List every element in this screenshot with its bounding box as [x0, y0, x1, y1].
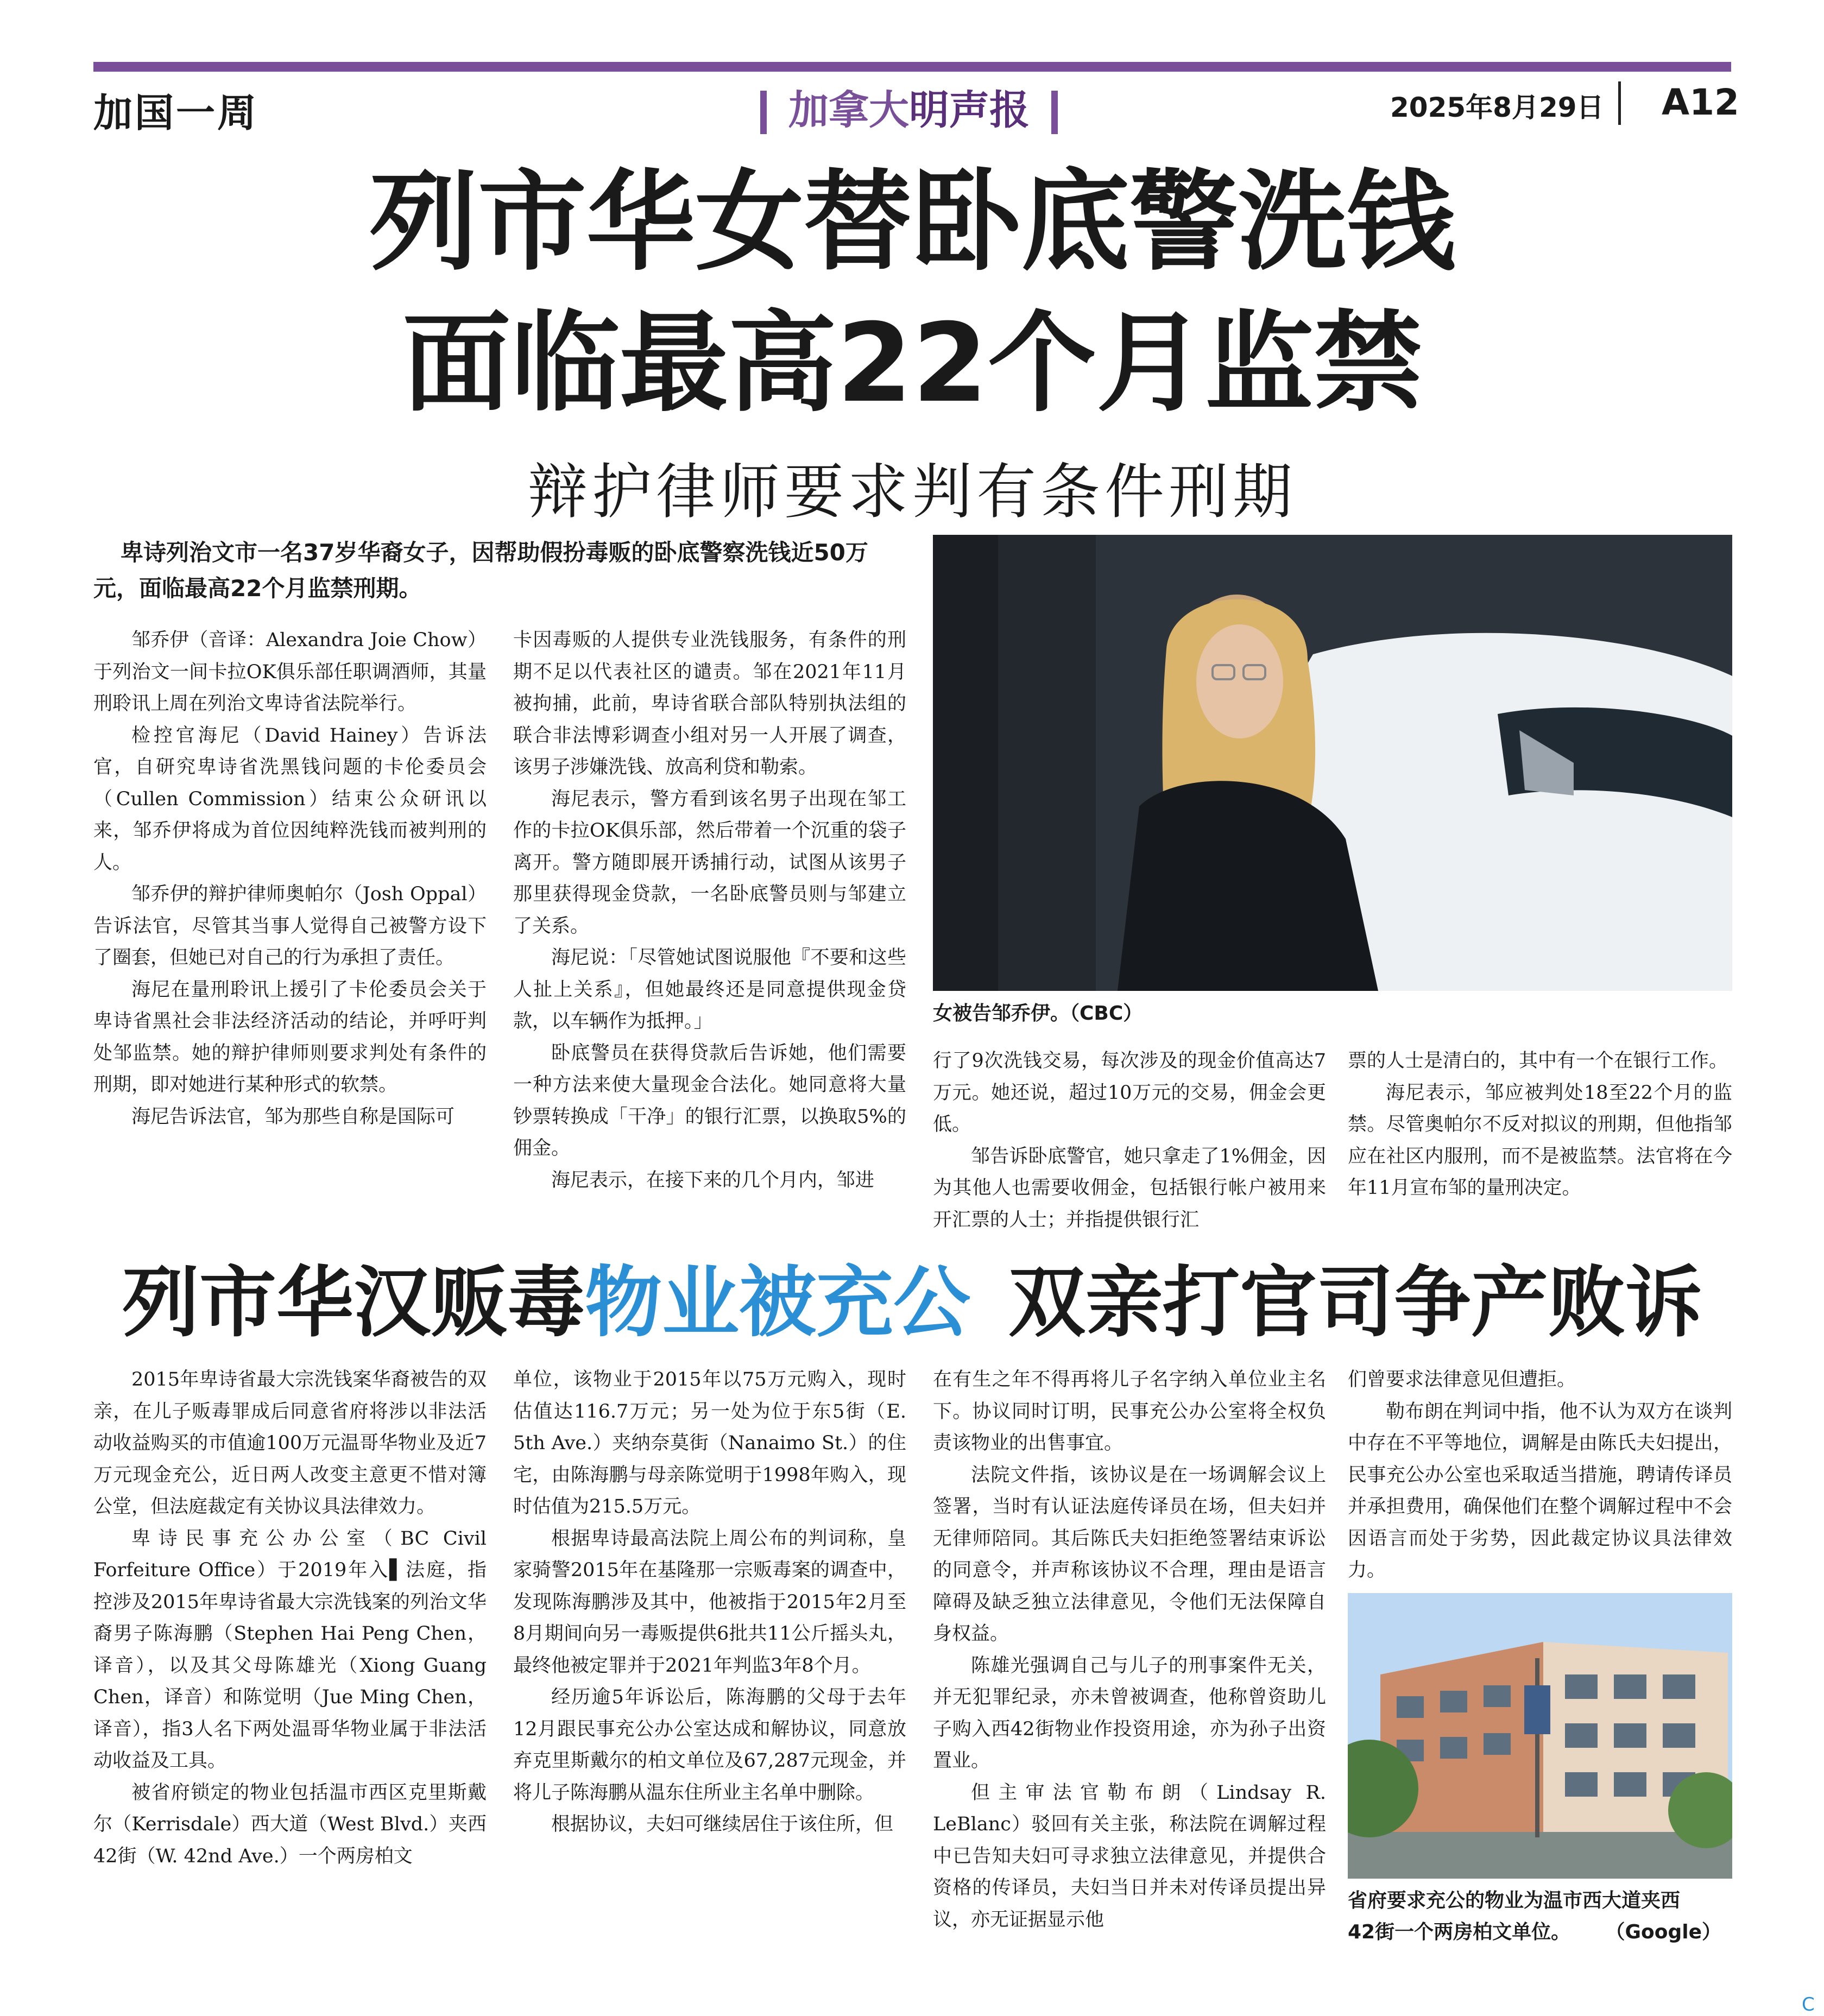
- property-photo: [1348, 1593, 1732, 1879]
- story-1-column-4: [1348, 1045, 1732, 1204]
- paragraph: 法院文件指，该协议是在一场调解会议上签署，当时有认证法庭传译员在场，但夫妇并无律师陪同。其后陈氏夫妇拒绝签署结束诉讼的同意令，并声称该协议不合理，理由是语言障碍及缺乏独立法律意见，令他们无法保障自身权益。: [933, 1464, 1326, 1645]
- paragraph: 被省府锁定的物业包括温市西区克里斯戴尔（Kerrisdale）西大道（West Blvd.）夹西42街（W. 42nd Ave.）一个两房柏文: [93, 1781, 487, 1867]
- headline-2-part-1: 列市华汉贩毒: [122, 1258, 585, 1348]
- section-title: 加国一周: [93, 90, 259, 136]
- paragraph: 们曾要求法律意见但遭拒。: [1348, 1369, 1576, 1391]
- paragraph: 邹告诉卧底警官，她只拿走了1%佣金，因为其他人也需要收佣金，包括银行帐户被用来开汇票的人士；并指提供银行汇: [933, 1145, 1326, 1231]
- paragraph: 票的人士是清白的，其中有一个在银行工作。: [1348, 1050, 1728, 1072]
- page-number: A12: [1662, 81, 1739, 123]
- paragraph: 海尼表示，邹应被判处18至22个月的监禁。尽管奥帕尔不反对拟议的刑期，但他指邹应在社区内服刑，而不是被监禁。法官将在今年11月宣布邹的量刑决定。: [1348, 1082, 1732, 1199]
- defendant-photo-illustration: [933, 535, 1732, 991]
- masthead-rule: [93, 62, 1731, 72]
- headline-2: [93, 1260, 1731, 1347]
- paragraph: 海尼表示，警方看到该名男子出现在邹工作的卡拉OK俱乐部，然后带着一个沉重的袋子离开。警方随即展开诱捕行动，试图从该男子那里获得现金贷款，一名卧底警员则与邹建立了关系。: [513, 788, 906, 937]
- photo-2-caption-line-2: 42街一个两房柏文单位。: [1348, 1921, 1571, 1943]
- paragraph: 海尼表示，在接下来的几个月内，邹进: [551, 1169, 875, 1191]
- paragraph: 检控官海尼（David Hainey）告诉法官，自研究卑诗省洗黑钱问题的卡伦委员会（Cullen Commission）结束公众研讯以来，邹乔伊将成为首位因纯粹洗钱而被判刑的人。: [93, 724, 487, 874]
- paragraph: 海尼说：「尽管她试图说服他『不要和这些人扯上关系』，但她最终还是同意提供现金贷款，以车辆作为抵押。」: [513, 947, 906, 1032]
- pipe-left: [760, 91, 767, 134]
- paragraph: 海尼在量刑聆讯上援引了卡伦委员会关于卑诗省黑社会非法经济活动的结论，并呼吁判处邹监禁。她的辩护律师则要求判处有条件的刑期，即对她进行某种形式的软禁。: [93, 978, 487, 1096]
- paragraph: 但主审法官勒布朗（Lindsay R. LeBlanc）驳回有关主张，称法院在调解过程中已告知夫妇可寻求独立法律意见，并提供合资格的传译员，夫妇当日并未对传译员提出异议，亦无证据显示他: [933, 1781, 1326, 1931]
- headline-1-line-2: 面临最高22个月监禁: [402, 300, 1423, 427]
- headline-2-highlight: 物业被充公: [585, 1258, 970, 1348]
- paper-brand: 明声报: [909, 87, 1030, 134]
- story-1-lede: 卑诗列治文市一名37岁华裔女子，因帮助假扮毒贩的卧底警察洗钱近50万元，面临最高22个月监禁刑期。: [93, 539, 868, 602]
- paragraph: 邹乔伊的辩护律师奥帕尔（Josh Oppal）告诉法官，尽管其当事人觉得自己被警方设下了圈套，但她已对自己的行为承担了责任。: [93, 883, 487, 969]
- paragraph: 卡因毒贩的人提供专业洗钱服务，有条件的刑期不足以代表社区的谴责。邹在2021年11月被拘捕，此前，卑诗省联合部队特别执法组的联合非法博彩调查小组对另一人开展了调查，该男子涉嫌洗钱、放高利贷和勒索。: [513, 629, 906, 778]
- paragraph: 卑诗民事充公办公室（BC Civil Forfeiture Office）于2019年入▌法庭，指控涉及2015年卑诗省最大宗洗钱案的列治文华裔男子陈海鹏（Stephen Hai Peng Chen，译音），以及其父母陈雄光（Xiong Guang Chen，译音）和陈觉明（Jue Ming Chen，译音），指3人名下两处温哥华物业属于非法活动收益及工具。: [93, 1527, 487, 1772]
- paragraph: 单位，该物业于2015年以75万元购入，现时估值达116.7万元；另一处为位于东5街（E. 5th Ave.）夹纳奈莫街（Nanaimo St.）的住宅，由陈海鹏与母亲陈觉明于1998年购入，现时估值为215.5万元。: [513, 1369, 906, 1518]
- story-1-column-3: [933, 1045, 1326, 1236]
- photo-1-caption: 女被告邹乔伊。（CBC）: [933, 1002, 1143, 1025]
- masthead-divider: [1618, 81, 1621, 125]
- photo-2-credit: （Google）: [1605, 1921, 1721, 1943]
- headline-2-part-2: 双亲打官司争产败诉: [1008, 1258, 1702, 1348]
- photo-2-caption-line-1: 省府要求充公的物业为温市西大道夹西: [1348, 1889, 1681, 1912]
- story-2-column-2: [513, 1364, 906, 1841]
- paragraph: 根据卑诗最高法院上周公布的判词称，皇家骑警2015年在基隆那一宗贩毒案的调查中，发现陈海鹏涉及其中，他被指于2015年2月至8月期间向另一毒贩提供6批共11公斤摇头丸，最终他被定罪并于2021年判监3年8个月。: [513, 1527, 906, 1677]
- paper-name: [739, 78, 1080, 136]
- paragraph: 行了9次洗钱交易，每次涉及的现金价值高达7万元。她还说，超过10万元的交易，佣金会更低。: [933, 1050, 1326, 1135]
- photo-2-caption: [1348, 1885, 1732, 1948]
- paragraph: 海尼告诉法官，邹为那些自称是国际可: [131, 1105, 455, 1128]
- issue-date: 2025年8月29日: [1390, 92, 1604, 123]
- story-1-column-1: [93, 624, 487, 1133]
- story-2-column-3: [933, 1364, 1326, 1936]
- property-photo-illustration: [1348, 1593, 1732, 1879]
- paragraph: 根据协议，夫妇可继续居住于该住所，但: [551, 1813, 894, 1835]
- subheadline-1: 辩护律师要求判有条件刑期: [528, 457, 1297, 527]
- paragraph: 在有生之年不得再将儿子名字纳入单位业主名下。协议同时订明，民事充公办公室将全权负责该物业的出售事宜。: [933, 1369, 1326, 1454]
- paper-prefix: 加拿大: [788, 87, 909, 134]
- story-2-column-4: [1348, 1364, 1732, 1587]
- paragraph: 邹乔伊（音译：Alexandra Joie Chow）于列治文一间卡拉OK俱乐部任职调酒师，其量刑聆讯上周在列治文卑诗省法院举行。: [93, 629, 487, 715]
- headline-1-line-1: 列市华女替卧底警洗钱: [369, 159, 1455, 286]
- pipe-right: [1051, 91, 1058, 134]
- paragraph: 2015年卑诗省最大宗洗钱案华裔被告的双亲，在儿子贩毒罪成后同意省府将涉以非法活动收益购买的市值逾100万元温哥华物业及近7万元现金充公，近日两人改变主意更不惜对簿公堂，但法庭裁定有关协议具法律效力。: [93, 1369, 487, 1518]
- corner-mark: C: [1802, 1994, 1815, 2015]
- paragraph: 陈雄光强调自己与儿子的刑事案件无关，并无犯罪纪录，亦未曾被调查，他称曾资助儿子购入西42街物业作投资用途，亦为孙子出资置业。: [933, 1654, 1326, 1772]
- defendant-photo: [933, 535, 1732, 991]
- paragraph: 卧底警员在获得贷款后告诉她，他们需要一种方法来使大量现金合法化。她同意将大量钞票转换成「干净」的银行汇票，以换取5%的佣金。: [513, 1042, 906, 1159]
- story-2-column-1: [93, 1364, 487, 1872]
- paragraph: 勒布朗在判词中指，他不认为双方在谈判中存在不平等地位，调解是由陈氏夫妇提出，民事充公办公室也采取适当措施，聘请传译员并承担费用，确保他们在整个调解过程中不会因语言而处于劣势，因此裁定协议具法律效力。: [1348, 1400, 1732, 1581]
- paragraph: 经历逾5年诉讼后，陈海鹏的父母于去年12月跟民事充公办公室达成和解协议，同意放弃克里斯戴尔的柏文单位及67,287元现金，并将儿子陈海鹏从温东住所业主名单中删除。: [513, 1686, 906, 1804]
- story-1-column-2: [513, 624, 906, 1196]
